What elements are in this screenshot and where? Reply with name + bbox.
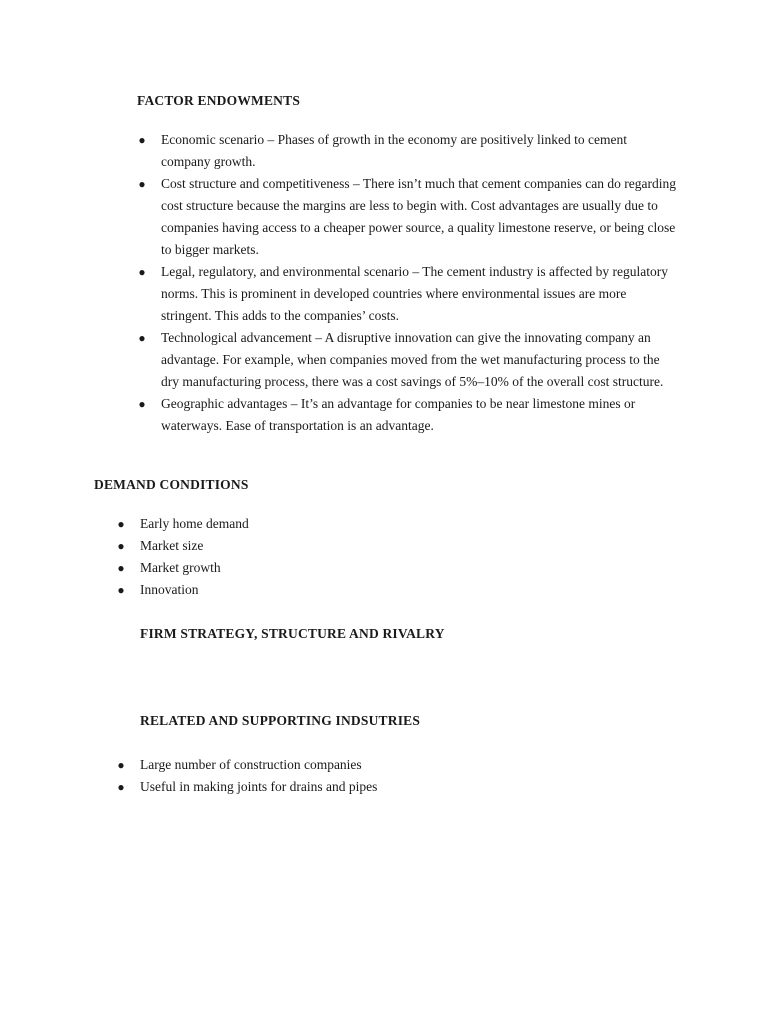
list-item-text: Early home demand (140, 516, 249, 531)
list-item (137, 129, 677, 173)
list-item (137, 173, 677, 261)
list-item-text: Geographic advantages – It’s an advantage for companies to be near limestone mines or waterways. Ease of transportation is an advantage. (161, 396, 636, 433)
related-industries-list (116, 754, 566, 798)
list-item (116, 535, 516, 557)
list-item (137, 393, 677, 437)
demand-conditions-heading: DEMAND CONDITIONS (94, 477, 249, 492)
list-item-text: Technological advancement – A disruptive innovation can give the innovating company an advantage. For example, when companies moved from the wet manufacturing process to the dry manufacturing process, there was a cost savings of 5%–10% of the overall cost structure. (161, 330, 664, 389)
list-item-text: Cost structure and competitiveness – There isn’t much that cement companies can do regarding cost structure because the margins are less to begin with. Cost advantages are usually due to companies having access to a cheaper power source, a quality limestone reserve, or being close to bigger markets. (161, 176, 676, 257)
factor-endowments-list (137, 129, 677, 437)
list-item-text: Innovation (140, 582, 199, 597)
bullet-icon: ● (138, 397, 146, 411)
firm-strategy-heading: FIRM STRATEGY, STRUCTURE AND RIVALRY (140, 626, 445, 641)
bullet-icon: ● (138, 331, 146, 345)
list-item-text: Market growth (140, 560, 221, 575)
factor-endowments-heading: FACTOR ENDOWMENTS (137, 93, 301, 108)
related-industries-heading: RELATED AND SUPPORTING INDSUTRIES (140, 713, 421, 728)
list-item-text: Economic scenario – Phases of growth in the economy are positively linked to cement company growth. (161, 132, 628, 169)
bullet-icon: ● (117, 583, 125, 597)
bullet-icon: ● (117, 539, 125, 553)
list-item-text: Large number of construction companies (140, 757, 362, 772)
bullet-icon: ● (117, 758, 125, 772)
bullet-icon: ● (138, 265, 146, 279)
list-item (116, 557, 516, 579)
list-item-text: Legal, regulatory, and environmental scenario – The cement industry is affected by regulatory norms. This is prominent in developed countries where environmental issues are more stringent. This adds to the companies’ costs. (161, 264, 668, 323)
bullet-icon: ● (117, 561, 125, 575)
list-item (116, 754, 566, 776)
list-item (116, 579, 516, 601)
list-item (137, 261, 677, 327)
bullet-icon: ● (138, 133, 146, 147)
list-item-text: Market size (140, 538, 204, 553)
list-item (116, 776, 566, 798)
bullet-icon: ● (117, 517, 125, 531)
list-item-text: Useful in making joints for drains and pipes (140, 779, 378, 794)
list-item (137, 327, 677, 393)
list-item (116, 513, 516, 535)
demand-conditions-list (116, 513, 516, 601)
bullet-icon: ● (138, 177, 146, 191)
bullet-icon: ● (117, 780, 125, 794)
